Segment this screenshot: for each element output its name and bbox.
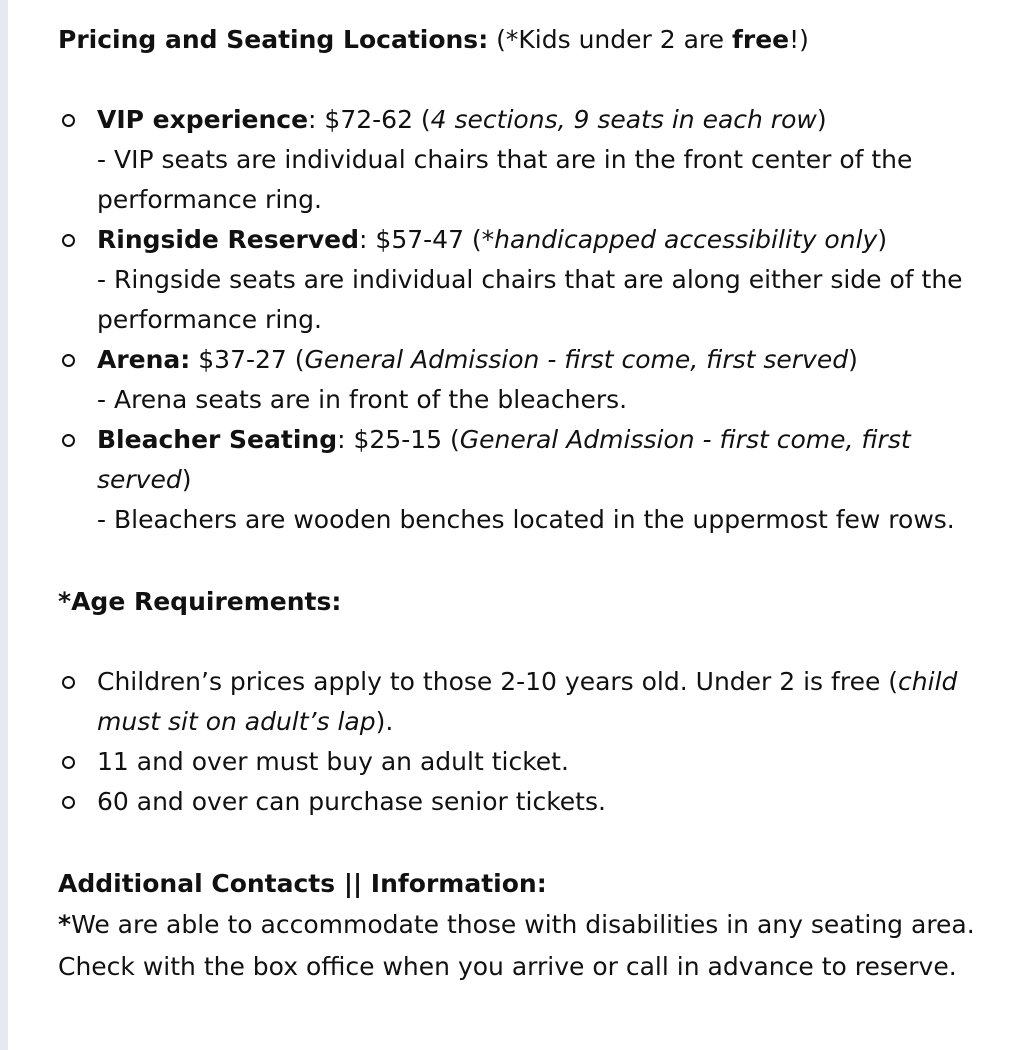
- age-item-children: [58, 662, 998, 742]
- pricing-item-price: $37-27 (: [198, 345, 305, 374]
- age-item-text: 60 and over can purchase senior tickets.: [97, 787, 606, 816]
- pricing-item-name: Arena:: [97, 345, 191, 374]
- age-item-text: 11 and over must buy an adult ticket.: [97, 747, 569, 776]
- pricing-heading-text: Pricing and Seating Locations:: [58, 25, 489, 54]
- document-content: [58, 20, 998, 988]
- pricing-note-prefix: (*Kids under 2 are: [488, 25, 732, 54]
- contacts-heading: Additional Contacts || Information:: [58, 869, 547, 898]
- pricing-note-free: free: [731, 25, 790, 54]
- pricing-item-close: ): [848, 345, 858, 374]
- bullet-circle-icon: [62, 434, 75, 447]
- pricing-item-sep: :: [308, 105, 325, 134]
- bullet-circle-icon: [62, 354, 75, 367]
- bullet-circle-icon: [62, 114, 75, 127]
- pricing-heading: [58, 20, 998, 60]
- bullet-circle-icon: [62, 676, 75, 689]
- contacts-star: *: [58, 910, 72, 939]
- pricing-item-sep: :: [337, 425, 354, 454]
- pricing-item-description: - Arena seats are in front of the bleachers.: [97, 385, 628, 414]
- left-rail: [0, 0, 8, 1050]
- pricing-item-arena: [58, 340, 998, 420]
- pricing-item-description: - Bleachers are wooden benches located in the uppermost few rows.: [97, 505, 955, 534]
- pricing-item-price: $72-62 (: [324, 105, 431, 134]
- pricing-item-description: - Ringside seats are individual chairs that are along either side of the performance ring.: [97, 265, 963, 334]
- pricing-list: [58, 100, 998, 540]
- bullet-circle-icon: [62, 796, 75, 809]
- pricing-item-close: ): [877, 225, 888, 254]
- pricing-item-description: - VIP seats are individual chairs that are in the front center of the performance ring.: [97, 145, 913, 214]
- pricing-item-price: $57-47 (: [375, 225, 482, 254]
- pricing-item-name: Ringside Reserved: [97, 225, 360, 254]
- pricing-item-vip: [58, 100, 998, 220]
- age-item-close: ).: [375, 707, 394, 736]
- age-heading: *Age Requirements:: [58, 587, 342, 616]
- contacts-text: [58, 904, 998, 988]
- pricing-item-name: Bleacher Seating: [97, 425, 338, 454]
- pricing-item-sep: :: [359, 225, 376, 254]
- pricing-item-close: ): [816, 105, 827, 134]
- age-item-text: Children’s prices apply to those 2-10 years old. Under 2 is free (: [97, 667, 899, 696]
- contacts-body: We are able to accommodate those with disabilities in any seating area. Check with the box office when you arrive or call in advance to reserve.: [58, 910, 975, 981]
- pricing-item-name: VIP experience: [97, 105, 309, 134]
- bullet-circle-icon: [62, 756, 75, 769]
- pricing-item-bleacher: [58, 420, 998, 540]
- pricing-item-detail: 4 sections, 9 seats in each row: [430, 105, 817, 134]
- bullet-circle-icon: [62, 234, 75, 247]
- pricing-item-price: $25-15 (: [353, 425, 460, 454]
- age-list: [58, 662, 998, 822]
- pricing-item-detail: General Admission - first come, first served: [97, 425, 911, 494]
- pricing-item-detail: *handicapped accessibility only: [481, 225, 878, 254]
- age-item-adult: [58, 742, 998, 782]
- age-item-senior: [58, 782, 998, 822]
- pricing-note-suffix: !): [789, 25, 809, 54]
- pricing-item-ringside: [58, 220, 998, 340]
- age-item-italic: child must sit on adult’s lap: [97, 667, 958, 736]
- pricing-item-detail: General Admission - first come, first served: [304, 345, 849, 374]
- pricing-item-close: ): [181, 465, 192, 494]
